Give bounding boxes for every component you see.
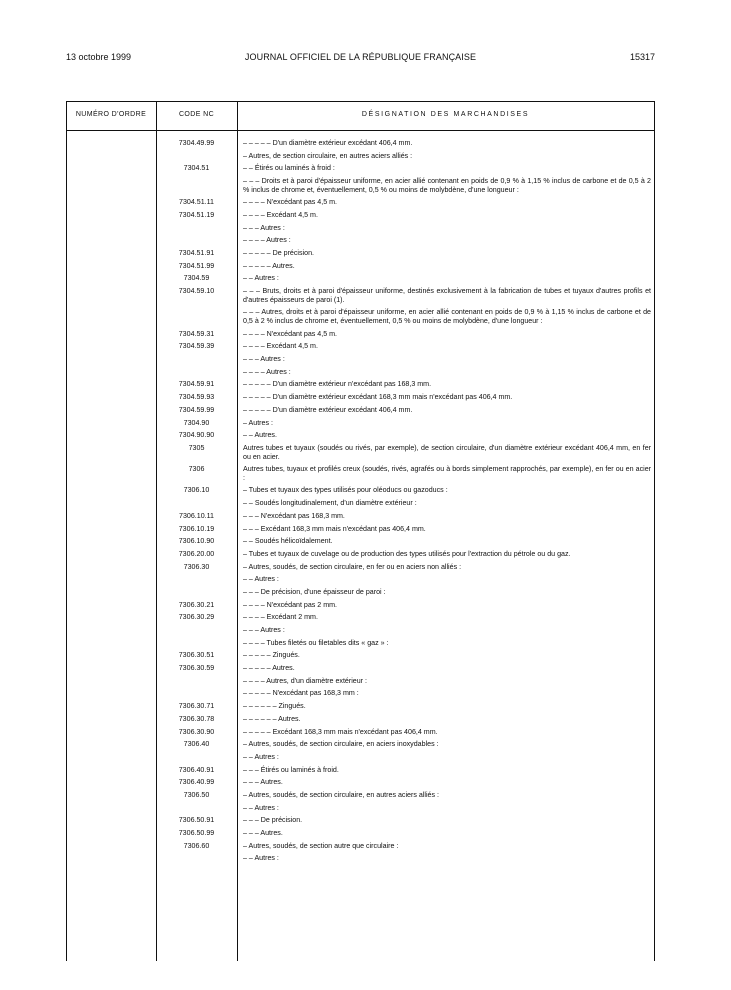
nc-code: 7304.51.19 [178, 211, 215, 220]
goods-designation: – – – – – – Zingués. [243, 702, 306, 711]
table-row [66, 499, 655, 508]
nc-code: 7304.59.10 [178, 287, 215, 296]
nc-code: 7306.10 [183, 486, 210, 495]
nc-code: 7304.51 [183, 164, 210, 173]
nc-code: 7306.30 [183, 562, 210, 571]
goods-designation: – – – – – Autres. [243, 664, 295, 673]
nc-code: 7306.40 [183, 740, 210, 749]
nc-code: 7304.51.91 [178, 249, 215, 258]
table-row [66, 431, 655, 440]
table-row [66, 829, 655, 838]
column-header-code: CODE NC [178, 111, 215, 118]
goods-designation: Autres tubes, tuyaux et profilés creux (soudés, rivés, agrafés ou à bords simplement rapprochés, par exemple), en fer ou en acier : [243, 465, 653, 482]
goods-designation: – – – Autres, droits et à paroi d'épaisseur uniforme, en acier allié contenant en poids de 0,9 % à 1,15 % inclus de carbone et de 0,5 à 2 % inclus de chrome et, éventuellement, 0,5 % ou moins de molybdène, d'une longueur : [243, 308, 653, 326]
nc-code: 7304.90 [183, 418, 210, 427]
table-row [66, 139, 655, 148]
header-page-number: 15317 [629, 52, 655, 62]
goods-designation: – – Autres. [243, 431, 277, 440]
goods-designation: – – – De précision. [243, 816, 303, 825]
table-row [66, 444, 655, 461]
table-row [66, 525, 655, 534]
table-row [66, 715, 655, 724]
nc-code: 7306.10.11 [179, 511, 214, 520]
goods-designation: – – – – – D'un diamètre extérieur n'excédant pas 168,3 mm. [243, 380, 432, 389]
goods-designation: – Autres, de section circulaire, en autres aciers alliés : [243, 151, 413, 160]
table-row [66, 816, 655, 825]
table-row [66, 287, 655, 304]
goods-designation: – – – – – D'un diamètre extérieur excédant 168,3 mm mais n'excédant pas 406,4 mm. [243, 393, 513, 402]
table-row [66, 486, 655, 495]
tariff-table [66, 101, 655, 961]
table-row [66, 236, 655, 245]
table-row [66, 512, 655, 521]
goods-designation: – – – Autres : [243, 223, 285, 232]
goods-designation: – – Soudés longitudinalement, d'un diamètre extérieur : [243, 499, 417, 508]
nc-code: 7306.50.99 [178, 829, 215, 838]
goods-designation: – – – – Autres : [243, 236, 291, 245]
table-row [66, 393, 655, 402]
table-row [66, 588, 655, 597]
nc-code: 7306.50.91 [178, 816, 215, 825]
nc-code: 7304.59.99 [178, 405, 215, 414]
nc-code: 7306.30.59 [178, 664, 215, 673]
table-row [66, 211, 655, 220]
table-row [66, 651, 655, 660]
table-row [66, 330, 655, 339]
goods-designation: – – – – – Zingués. [243, 651, 300, 660]
goods-designation: – – – – N'excédant pas 4,5 m. [243, 329, 338, 338]
nc-code: 7304.59 [183, 274, 210, 283]
table-row [66, 224, 655, 233]
page-header [66, 52, 655, 66]
nc-code: 7304.51.11 [179, 198, 214, 207]
goods-designation: – – – Bruts, droits et à paroi d'épaisseur uniforme, destinés exclusivement à la fabrication de tubes et tuyaux d'autres profils et d'autres épaisseurs de paroi (1). [243, 287, 653, 304]
table-row [66, 380, 655, 389]
table-row [66, 368, 655, 377]
table-border-top [66, 101, 655, 102]
goods-designation: – – Autres : [243, 752, 279, 761]
table-row [66, 465, 655, 482]
nc-code: 7306.50 [183, 790, 210, 799]
nc-code: 7304.51.99 [178, 261, 215, 270]
goods-designation: – Autres, soudés, de section autre que circulaire : [243, 841, 399, 850]
goods-designation: – Autres, soudés, de section circulaire, en aciers inoxydables : [243, 740, 439, 749]
goods-designation: – – – – N'excédant pas 4,5 m. [243, 198, 338, 207]
goods-designation: – – – – Autres : [243, 367, 291, 376]
goods-designation: – – – – Excédant 2 mm. [243, 613, 318, 622]
goods-designation: – – Soudés hélicoïdalement. [243, 537, 333, 546]
table-row [66, 274, 655, 283]
table-row [66, 550, 655, 559]
goods-designation: – Autres : [243, 418, 273, 427]
goods-designation: – – Étirés ou laminés à froid : [243, 164, 335, 173]
goods-designation: – – – Autres : [243, 355, 285, 364]
goods-designation: – Autres, soudés, de section circulaire, en fer ou en aciers non alliés : [243, 562, 462, 571]
table-row [66, 249, 655, 258]
goods-designation: – – – – – Excédant 168,3 mm mais n'excédant pas 406,4 mm. [243, 727, 438, 736]
goods-designation: – – – Étirés ou laminés à froid. [243, 765, 339, 774]
table-row [66, 753, 655, 762]
table-row [66, 601, 655, 610]
table-row [66, 613, 655, 622]
nc-code: 7305 [188, 443, 205, 452]
goods-designation: – – – – – De précision. [243, 249, 314, 258]
header-title: JOURNAL OFFICIEL DE LA RÉPUBLIQUE FRANÇAISE [244, 52, 477, 62]
goods-designation: – – Autres : [243, 575, 279, 584]
goods-designation: – Tubes et tuyaux des types utilisés pour oléoducs ou gazoducs : [243, 486, 448, 495]
goods-designation: – – – – – Autres. [243, 261, 295, 270]
table-row [66, 164, 655, 173]
goods-designation: – – – – N'excédant pas 2 mm. [243, 600, 338, 609]
nc-code: 7306.20.00 [178, 549, 215, 558]
goods-designation: – – – Autres. [243, 829, 283, 838]
nc-code: 7306.60 [183, 841, 210, 850]
goods-designation: – – Autres : [243, 274, 279, 283]
table-row [66, 406, 655, 415]
nc-code: 7306.40.99 [178, 778, 215, 787]
table-row [66, 355, 655, 364]
table-row [66, 419, 655, 428]
nc-code: 7304.59.91 [178, 380, 215, 389]
table-row [66, 778, 655, 787]
nc-code: 7306.30.78 [178, 714, 215, 723]
column-header-designation: DÉSIGNATION DES MARCHANDISES [361, 111, 530, 118]
goods-designation: – – – Autres : [243, 626, 285, 635]
nc-code: 7306.40.91 [178, 765, 215, 774]
nc-code: 7306.30.51 [178, 651, 215, 660]
table-row [66, 262, 655, 271]
goods-designation: – – – N'excédant pas 168,3 mm. [243, 511, 345, 520]
table-row [66, 854, 655, 863]
nc-code: 7306.10.90 [178, 537, 215, 546]
table-row [66, 677, 655, 686]
header-divider [66, 130, 655, 131]
goods-designation: – – – Autres. [243, 778, 283, 787]
table-body [66, 139, 655, 867]
table-row [66, 639, 655, 648]
table-row [66, 177, 655, 194]
table-row [66, 152, 655, 161]
table-row [66, 728, 655, 737]
table-row [66, 804, 655, 813]
goods-designation: Autres tubes et tuyaux (soudés ou rivés, par exemple), de section circulaire, d'un diamètre extérieur excédant 406,4 mm, en fer ou en acier. [243, 443, 653, 461]
table-row [66, 342, 655, 351]
table-row [66, 563, 655, 572]
goods-designation: – Tubes et tuyaux de cuvelage ou de production des types utilisés pour l'extraction du pétrole ou du gaz. [243, 549, 571, 558]
table-row [66, 537, 655, 546]
goods-designation: – – – Droits et à paroi d'épaisseur uniforme, en acier allié contenant en poids de 0,9 % à 1,15 % inclus de carbone et de 0,5 à 2 % inclus de chrome et, éventuellement, 0,5 % ou moins de molybdène, d'une longueur : [243, 177, 653, 194]
goods-designation: – – – – Excédant 4,5 m. [243, 211, 318, 220]
nc-code: 7306.30.21 [178, 600, 215, 609]
goods-designation: – – – – – N'excédant pas 168,3 mm : [243, 689, 359, 698]
table-row [66, 198, 655, 207]
goods-designation: – – Autres : [243, 803, 279, 812]
goods-designation: – – – – – D'un diamètre extérieur excédant 406,4 mm. [243, 139, 413, 147]
goods-designation: – – – De précision, d'une épaisseur de paroi : [243, 587, 386, 596]
nc-code: 7306.30.29 [178, 613, 215, 622]
goods-designation: – – – – Tubes filetés ou filetables dits « gaz » : [243, 638, 389, 647]
table-row [66, 702, 655, 711]
nc-code: 7306.10.19 [178, 524, 215, 533]
table-row [66, 740, 655, 749]
nc-code: 7304.59.39 [178, 342, 215, 351]
table-row [66, 664, 655, 673]
goods-designation: – – – – Excédant 4,5 m. [243, 342, 318, 351]
table-row [66, 791, 655, 800]
table-row [66, 308, 655, 325]
nc-code: 7306 [188, 465, 205, 474]
header-date: 13 octobre 1999 [66, 52, 132, 62]
nc-code: 7304.59.31 [178, 329, 215, 338]
goods-designation: – Autres, soudés, de section circulaire, en autres aciers alliés : [243, 790, 439, 799]
goods-designation: – – – – – – Autres. [243, 714, 301, 723]
column-header-order: NUMÉRO D'ORDRE [75, 111, 147, 118]
table-row [66, 842, 655, 851]
nc-code: 7304.90.90 [178, 431, 215, 440]
goods-designation: – – – – Autres, d'un diamètre extérieur : [243, 676, 367, 685]
goods-designation: – – Autres : [243, 854, 279, 863]
table-row [66, 766, 655, 775]
nc-code: 7304.59.93 [178, 393, 215, 402]
table-row [66, 575, 655, 584]
table-row [66, 626, 655, 635]
nc-code: 7304.49.99 [178, 139, 215, 147]
nc-code: 7306.30.90 [178, 727, 215, 736]
goods-designation: – – – – – D'un diamètre extérieur excédant 406,4 mm. [243, 405, 413, 414]
table-row [66, 689, 655, 698]
nc-code: 7306.30.71 [178, 702, 215, 711]
goods-designation: – – – Excédant 168,3 mm mais n'excédant pas 406,4 mm. [243, 524, 426, 533]
